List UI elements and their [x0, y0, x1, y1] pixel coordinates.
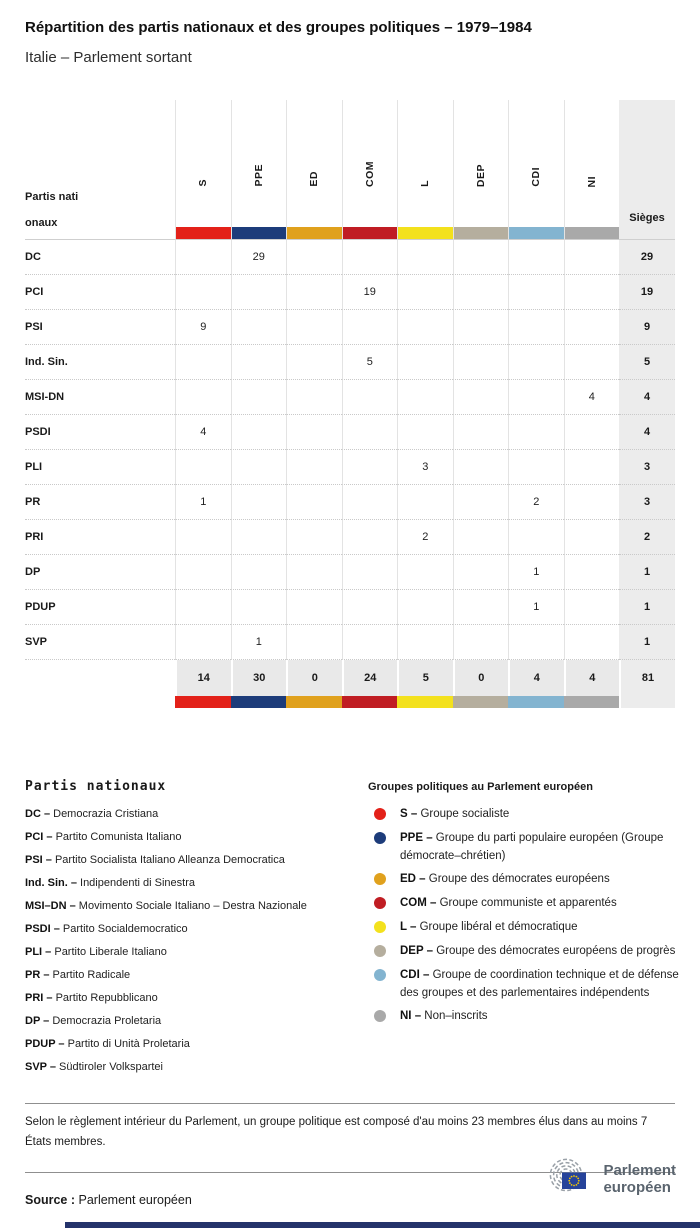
group-legend-text: DEP – Groupe des démocrates européens de progrès: [400, 944, 676, 957]
row-seats-total: 3: [619, 485, 675, 520]
seat-value: [453, 240, 509, 275]
seat-value: [286, 310, 342, 345]
seat-value: 29: [231, 240, 287, 275]
row-seats-total: 9: [619, 310, 675, 345]
party-column-header-label: Partis nationaux: [25, 191, 79, 230]
political-groups-legend: [368, 781, 680, 1032]
group-code-label: NI: [585, 175, 598, 187]
seat-value: [397, 555, 453, 590]
group-legend-text: PPE – Groupe du parti populaire européen (Groupe démocrate–chrétien): [400, 831, 664, 862]
seat-value: [231, 380, 287, 415]
seat-value: [564, 555, 620, 590]
seat-value: [231, 555, 287, 590]
seats-column-label: Sièges: [629, 212, 665, 224]
bottom-bar: [65, 1222, 700, 1228]
seat-value: [286, 520, 342, 555]
row-seats-total: 1: [619, 555, 675, 590]
group-code-label: L: [419, 180, 432, 187]
party-code: MSI–DN –: [25, 900, 76, 912]
group-legend-item: [368, 943, 680, 961]
party-name: PCI: [25, 275, 175, 310]
seat-value: [564, 625, 620, 660]
political-groups-legend-list: [368, 806, 680, 1026]
seat-value: 1: [231, 625, 287, 660]
party-column-header: [25, 100, 175, 240]
group-color-bar-bottom: [175, 696, 231, 708]
seat-value: [397, 485, 453, 520]
group-legend-text: L – Groupe libéral et démocratique: [400, 921, 578, 934]
group-total: 0: [453, 660, 509, 696]
seat-value: [453, 450, 509, 485]
row-seats-total: 5: [619, 345, 675, 380]
seat-value: [286, 240, 342, 275]
national-parties-legend-list: [25, 808, 360, 1073]
group-code: DEP –: [400, 944, 434, 957]
seat-value: [175, 520, 231, 555]
group-legend-text: COM – Groupe communiste et apparentés: [400, 897, 617, 910]
group-total: 5: [397, 660, 453, 696]
party-name: PSDI: [25, 415, 175, 450]
group-code: S –: [400, 808, 418, 820]
seat-value: [508, 310, 564, 345]
group-color-dot: [374, 945, 386, 957]
seat-value: [175, 450, 231, 485]
seat-value: [231, 345, 287, 380]
group-code-label: COM: [363, 161, 376, 187]
group-legend-item: [368, 871, 680, 889]
national-parties-legend-title: Partis nationaux: [25, 779, 167, 794]
group-color-bar-bottom: [397, 696, 453, 708]
seat-value: [175, 555, 231, 590]
seats-table: [25, 100, 675, 708]
party-code: DC –: [25, 808, 51, 820]
political-groups-legend-title: Groupes politiques au Parlement européen: [368, 781, 593, 793]
seat-value: [453, 345, 509, 380]
seats-grand-total: 81: [619, 660, 675, 696]
source-value: Parlement européen: [78, 1193, 192, 1207]
group-code: ED –: [400, 873, 426, 886]
group-column-header-S: [175, 100, 231, 240]
seat-value: [175, 380, 231, 415]
seat-value: [508, 415, 564, 450]
group-color-dot: [374, 897, 386, 909]
seat-value: [286, 380, 342, 415]
seat-value: [175, 275, 231, 310]
seat-value: [508, 345, 564, 380]
group-color-dot: [374, 1010, 386, 1022]
ep-logo-text-line1: Parlement: [603, 1161, 676, 1179]
seat-value: [342, 240, 398, 275]
seat-value: [342, 555, 398, 590]
group-total: 30: [231, 660, 287, 696]
group-code: PPE –: [400, 831, 433, 844]
party-legend-item: MSI–DN – Movimento Sociale Italiano – Destra Nazionale: [25, 900, 307, 912]
party-name: PR: [25, 485, 175, 520]
seat-value: [508, 240, 564, 275]
seat-value: [453, 520, 509, 555]
group-column-header-NI: [564, 100, 620, 240]
seat-value: [453, 415, 509, 450]
seat-value: [286, 345, 342, 380]
party-code: PRI –: [25, 992, 53, 1004]
party-legend-item: SVP – Südtiroler Volkspartei: [25, 1061, 163, 1073]
party-code: PSDI –: [25, 923, 60, 935]
group-color-bar-bottom: [231, 696, 287, 708]
group-total: 0: [286, 660, 342, 696]
seat-value: 2: [508, 485, 564, 520]
party-legend-item: PSDI – Partito Socialdemocratico: [25, 923, 188, 935]
seat-value: [286, 590, 342, 625]
group-color-dot: [374, 832, 386, 844]
seat-value: [342, 415, 398, 450]
footnote-text: Selon le règlement intérieur du Parlement, un groupe politique est composé d'au moins 23 membres élus dans au moins 7 États membres.: [25, 1116, 648, 1149]
row-seats-total: 19: [619, 275, 675, 310]
seat-value: [564, 450, 620, 485]
row-seats-total: 4: [619, 415, 675, 450]
group-color-bar: [454, 227, 509, 239]
ep-logo-mark: [546, 1158, 596, 1200]
group-color-dot: [374, 873, 386, 885]
seat-value: [508, 275, 564, 310]
row-seats-total: 4: [619, 380, 675, 415]
seat-value: [397, 415, 453, 450]
group-code-label: ED: [308, 171, 321, 187]
seat-value: 4: [564, 380, 620, 415]
party-code: Ind. Sin. –: [25, 877, 77, 889]
row-seats-total: 1: [619, 625, 675, 660]
seat-value: [286, 275, 342, 310]
party-code: PLI –: [25, 946, 52, 958]
group-color-bar-bottom: [564, 696, 620, 708]
group-column-header-ED: [286, 100, 342, 240]
group-legend-item: [368, 895, 680, 913]
party-code: PR –: [25, 969, 50, 981]
group-total: 24: [342, 660, 398, 696]
party-legend-item: PCI – Partito Comunista Italiano: [25, 831, 182, 843]
seat-value: [342, 625, 398, 660]
seat-value: [397, 240, 453, 275]
seat-value: [564, 240, 620, 275]
row-seats-total: 29: [619, 240, 675, 275]
seat-value: [342, 590, 398, 625]
group-color-bar-bottom: [342, 696, 398, 708]
seat-value: [175, 625, 231, 660]
party-name: SVP: [25, 625, 175, 660]
group-color-bar: [565, 227, 620, 239]
seat-value: [231, 590, 287, 625]
group-column-header-COM: [342, 100, 398, 240]
seat-value: [231, 485, 287, 520]
seat-value: 2: [397, 520, 453, 555]
party-name: DP: [25, 555, 175, 590]
group-color-bar: [176, 227, 231, 239]
seat-value: [231, 310, 287, 345]
party-legend-item: PDUP – Partito di Unità Proletaria: [25, 1038, 190, 1050]
seat-value: [286, 485, 342, 520]
seat-value: 1: [175, 485, 231, 520]
party-name: MSI-DN: [25, 380, 175, 415]
group-color-bar-bottom: [508, 696, 564, 708]
group-legend-text: ED – Groupe des démocrates européens: [400, 873, 610, 886]
seat-value: [342, 450, 398, 485]
party-code: PDUP –: [25, 1038, 65, 1050]
party-legend-item: PSI – Partito Socialista Italiano Alleanza Democratica: [25, 854, 285, 866]
seat-value: 3: [397, 450, 453, 485]
group-color-bar: [343, 227, 398, 239]
party-name: PDUP: [25, 590, 175, 625]
seat-value: 9: [175, 310, 231, 345]
group-column-header-L: [397, 100, 453, 240]
seat-value: [564, 590, 620, 625]
group-total: 4: [508, 660, 564, 696]
seat-value: [453, 590, 509, 625]
seat-value: [453, 380, 509, 415]
national-parties-legend: [25, 779, 360, 1084]
seat-value: [564, 520, 620, 555]
group-color-bar: [232, 227, 287, 239]
group-code-label: S: [197, 179, 210, 187]
seats-column-footer: [619, 696, 675, 708]
row-seats-total: 2: [619, 520, 675, 555]
seat-value: [286, 450, 342, 485]
page-subtitle: Italie – Parlement sortant: [25, 49, 192, 66]
party-legend-item: PRI – Partito Repubblicano: [25, 992, 158, 1004]
group-column-header-PPE: [231, 100, 287, 240]
group-column-header-DEP: [453, 100, 509, 240]
totals-row-spacer: [25, 660, 175, 696]
seat-value: [397, 590, 453, 625]
group-legend-item: [368, 919, 680, 937]
group-color-bar-bottom: [453, 696, 509, 708]
seat-value: [453, 485, 509, 520]
seat-value: [175, 590, 231, 625]
group-code: CDI –: [400, 968, 430, 981]
party-name: PSI: [25, 310, 175, 345]
seat-value: [286, 415, 342, 450]
seat-value: [397, 380, 453, 415]
party-name: PRI: [25, 520, 175, 555]
party-code: PCI –: [25, 831, 53, 843]
group-legend-text: CDI – Groupe de coordination technique et de défense des groupes et des parlementaires indépendents: [400, 968, 679, 999]
group-code: L –: [400, 921, 417, 934]
seat-value: 4: [175, 415, 231, 450]
eu-flag: [562, 1173, 586, 1190]
party-legend-item: DC – Democrazia Cristiana: [25, 808, 159, 820]
seat-value: [453, 625, 509, 660]
group-total: 4: [564, 660, 620, 696]
group-color-bar: [287, 227, 342, 239]
row-seats-total: 3: [619, 450, 675, 485]
seat-value: [286, 625, 342, 660]
ep-logo: [546, 1158, 676, 1200]
seat-value: 1: [508, 590, 564, 625]
group-legend-item: [368, 806, 680, 824]
party-name: Ind. Sin.: [25, 345, 175, 380]
seat-value: [453, 310, 509, 345]
seat-value: [342, 520, 398, 555]
party-name: PLI: [25, 450, 175, 485]
seat-value: [564, 485, 620, 520]
seat-value: [508, 520, 564, 555]
row-seats-total: 1: [619, 590, 675, 625]
group-legend-text: NI – Non–inscrits: [400, 1010, 488, 1023]
seat-value: [564, 345, 620, 380]
group-color-bar: [509, 227, 564, 239]
seat-value: [231, 450, 287, 485]
party-code: DP –: [25, 1015, 50, 1027]
group-color-dot: [374, 808, 386, 820]
seat-value: [286, 555, 342, 590]
group-color-bar: [398, 227, 453, 239]
group-legend-item: [368, 830, 680, 866]
seat-value: [453, 555, 509, 590]
seat-value: [175, 345, 231, 380]
group-total: 14: [175, 660, 231, 696]
group-code-label: CDI: [530, 167, 543, 187]
party-legend-item: PR – Partito Radicale: [25, 969, 131, 981]
seat-value: [342, 485, 398, 520]
group-code: COM –: [400, 897, 437, 910]
page-title: Répartition des partis nationaux et des groupes politiques – 1979–1984: [25, 19, 532, 36]
seat-value: 19: [342, 275, 398, 310]
bars-row-spacer: [25, 696, 175, 708]
seat-value: [397, 345, 453, 380]
group-color-dot: [374, 921, 386, 933]
divider-top: [25, 1103, 675, 1104]
seat-value: [397, 275, 453, 310]
seat-value: [342, 380, 398, 415]
group-column-header-CDI: [508, 100, 564, 240]
seats-column-header: [619, 100, 675, 240]
seat-value: 1: [508, 555, 564, 590]
seat-value: [564, 415, 620, 450]
seat-value: [231, 520, 287, 555]
party-code: PSI –: [25, 854, 52, 866]
party-code: SVP –: [25, 1061, 56, 1073]
ep-logo-text: [603, 1162, 676, 1197]
group-legend-text: S – Groupe socialiste: [400, 808, 510, 820]
seat-value: [508, 625, 564, 660]
group-color-bar-bottom: [286, 696, 342, 708]
party-legend-item: Ind. Sin. – Indipendenti di Sinestra: [25, 877, 195, 889]
seat-value: [231, 275, 287, 310]
group-code-label: DEP: [474, 163, 487, 187]
source-line: [25, 1193, 192, 1207]
group-legend-item: [368, 1008, 680, 1026]
group-color-dot: [374, 969, 386, 981]
party-legend-item: PLI – Partito Liberale Italiano: [25, 946, 167, 958]
group-legend-item: [368, 967, 680, 1003]
seat-value: [564, 275, 620, 310]
seat-value: [175, 240, 231, 275]
seat-value: [453, 275, 509, 310]
seat-value: [564, 310, 620, 345]
seat-value: [231, 415, 287, 450]
ep-logo-text-line2: européen: [603, 1179, 671, 1196]
seat-value: [397, 625, 453, 660]
seat-value: [508, 450, 564, 485]
seat-value: [508, 380, 564, 415]
group-code: NI –: [400, 1010, 422, 1023]
seat-value: 5: [342, 345, 398, 380]
party-name: DC: [25, 240, 175, 275]
seat-value: [397, 310, 453, 345]
group-code-label: PPE: [252, 164, 265, 187]
source-label: Source :: [25, 1193, 76, 1207]
party-legend-item: DP – Democrazia Proletaria: [25, 1015, 162, 1027]
seat-value: [342, 310, 398, 345]
